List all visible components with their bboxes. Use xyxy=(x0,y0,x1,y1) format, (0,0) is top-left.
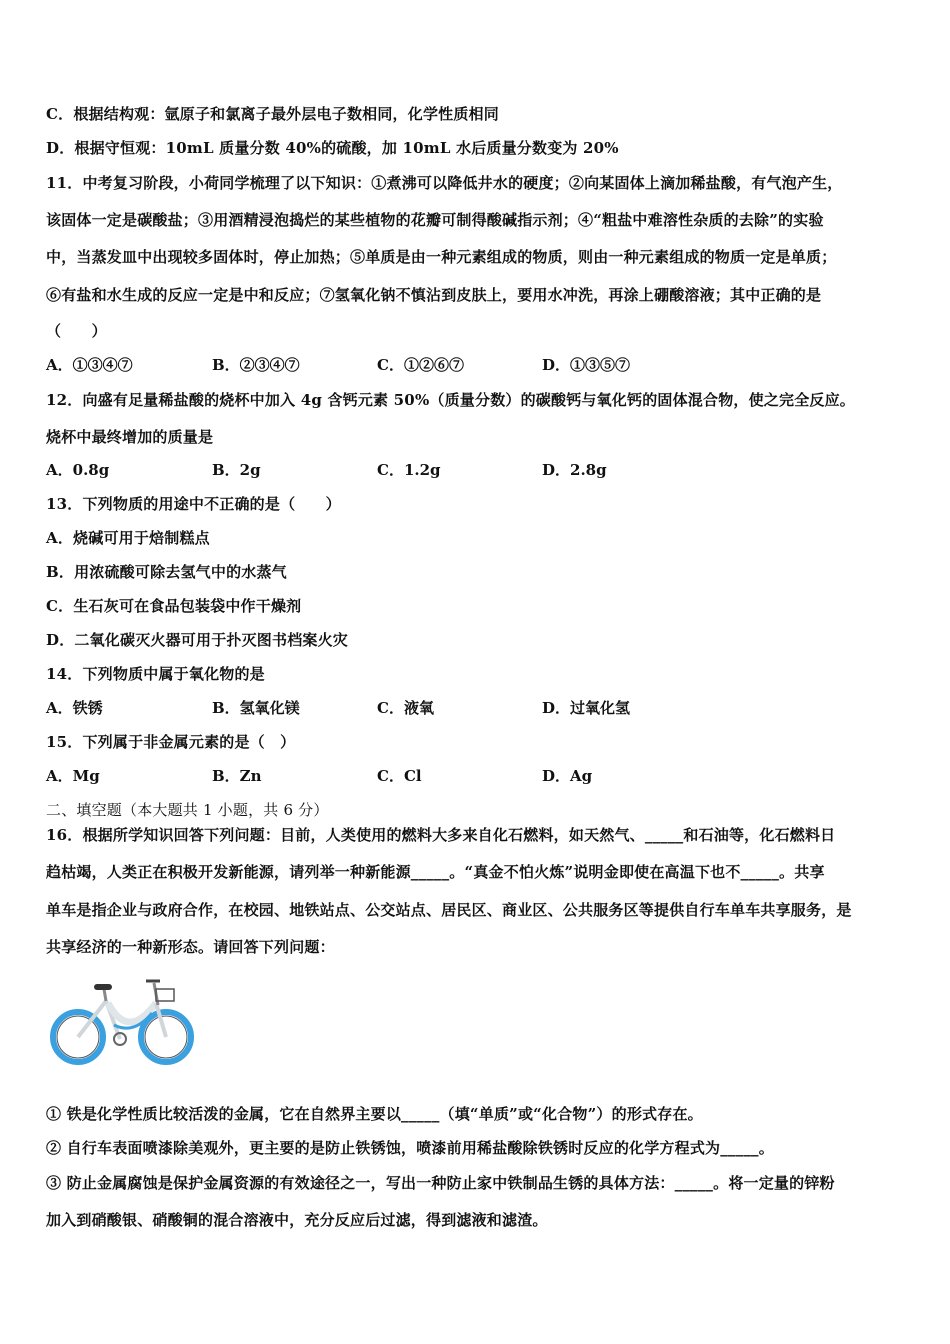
q16-line-3: 单车是指企业与政府合作，在校园、地铁站点、公交站点、居民区、商业区、公共服务区等提供自行车单车共享服务，是 xyxy=(46,901,852,919)
option-c-prev: C．根据结构观：氩原子和氯离子最外层电子数相同，化学性质相同 xyxy=(46,105,499,123)
q13-stem: 13．下列物质的用途中不正确的是（ ） xyxy=(46,495,341,513)
q14-stem: 14．下列物质中属于氧化物的是 xyxy=(46,665,265,683)
q16-line-1: 16．根据所学知识回答下列问题：目前，人类使用的燃料大多来自化石燃料，如天然气、_____和石油等，化石燃料日 xyxy=(46,826,836,844)
q12-option-d: D．2.8g xyxy=(542,461,607,479)
q12-line-2: 烧杯中最终增加的质量是 xyxy=(46,428,214,446)
q15-option-c: C．Cl xyxy=(377,767,422,785)
q14-option-a: A．铁锈 xyxy=(46,699,103,717)
q16-sub-3-line-2: 加入到硝酸银、硝酸铜的混合溶液中，充分反应后过滤，得到滤液和滤渣。 xyxy=(46,1211,548,1229)
q16-line-2: 趋枯竭，人类正在积极开发新能源，请列举一种新能源_____。“真金不怕火炼”说明金即使在高温下也不_____。共享 xyxy=(46,863,825,881)
q11-line-1: 11．中考复习阶段，小荷同学梳理了以下知识：①煮沸可以降低井水的硬度；②向某固体上滴加稀盐酸，有气泡产生， xyxy=(46,174,843,192)
q15-option-d: D．Ag xyxy=(542,767,593,785)
q12-line-1: 12．向盛有足量稀盐酸的烧杯中加入 4g 含钙元素 50%（质量分数）的碳酸钙与氧化钙的固体混合物，使之完全反应。 xyxy=(46,391,855,409)
q15-option-a: A．Mg xyxy=(46,767,100,785)
q16-sub-2: ② 自行车表面喷漆除美观外，更主要的是防止铁锈蚀，喷漆前用稀盐酸除铁锈时反应的化学方程式为_____。 xyxy=(46,1139,774,1157)
q11-option-d: D．①③⑤⑦ xyxy=(542,356,631,374)
q16-sub-1: ① 铁是化学性质比较活泼的金属，它在自然界主要以_____（填“单质”或“化合物”）的形式存在。 xyxy=(46,1105,703,1123)
q14-option-b: B．氢氧化镁 xyxy=(212,699,300,717)
q11-line-2: 该固体一定是碳酸盐；③用酒精浸泡捣烂的某些植物的花瓣可制得酸碱指示剂；④“粗盐中难溶性杂质的去除”的实验 xyxy=(46,211,824,229)
q11-line-5: （ ） xyxy=(46,322,107,340)
q13-option-a: A．烧碱可用于焙制糕点 xyxy=(46,529,210,547)
option-d-prev: D．根据守恒观：10mL 质量分数 40%的硫酸，加 10mL 水后质量分数变为 20% xyxy=(46,139,619,157)
q12-option-b: B．2g xyxy=(212,461,261,479)
q11-option-c: C．①②⑥⑦ xyxy=(377,356,464,374)
q14-option-d: D．过氧化氢 xyxy=(542,699,631,717)
q12-option-a: A．0.8g xyxy=(46,461,110,479)
q15-stem: 15．下列属于非金属元素的是（ ） xyxy=(46,733,296,751)
section-heading-fill-in: 二、填空题（本大题共 1 小题，共 6 分） xyxy=(46,801,329,819)
q16-sub-3-line-1: ③ 防止金属腐蚀是保护金属资源的有效途径之一，写出一种防止家中铁制品生锈的具体方法：_____。将一定量的锌粉 xyxy=(46,1174,835,1192)
q11-option-a: A．①③④⑦ xyxy=(46,356,133,374)
q13-option-d: D．二氧化碳灭火器可用于扑灭图书档案火灾 xyxy=(46,631,349,649)
q16-line-4: 共享经济的一种新形态。请回答下列问题： xyxy=(46,938,335,956)
q11-line-4: ⑥有盐和水生成的反应一定是中和反应；⑦氢氧化钠不慎沾到皮肤上，要用水冲洗，再涂上硼酸溶液；其中正确的是 xyxy=(46,286,822,304)
q15-option-b: B．Zn xyxy=(212,767,262,785)
q14-option-c: C．液氧 xyxy=(377,699,434,717)
q11-line-3: 中，当蒸发皿中出现较多固体时，停止加热；⑤单质是由一种元素组成的物质，则由一种元素组成的物质一定是单质； xyxy=(46,248,837,266)
q12-option-c: C．1.2g xyxy=(377,461,441,479)
q11-option-b: B．②③④⑦ xyxy=(212,356,300,374)
q13-option-c: C．生石灰可在食品包装袋中作干燥剂 xyxy=(46,597,302,615)
shared-bicycle-image xyxy=(48,973,196,1069)
q13-option-b: B．用浓硫酸可除去氢气中的水蒸气 xyxy=(46,563,287,581)
